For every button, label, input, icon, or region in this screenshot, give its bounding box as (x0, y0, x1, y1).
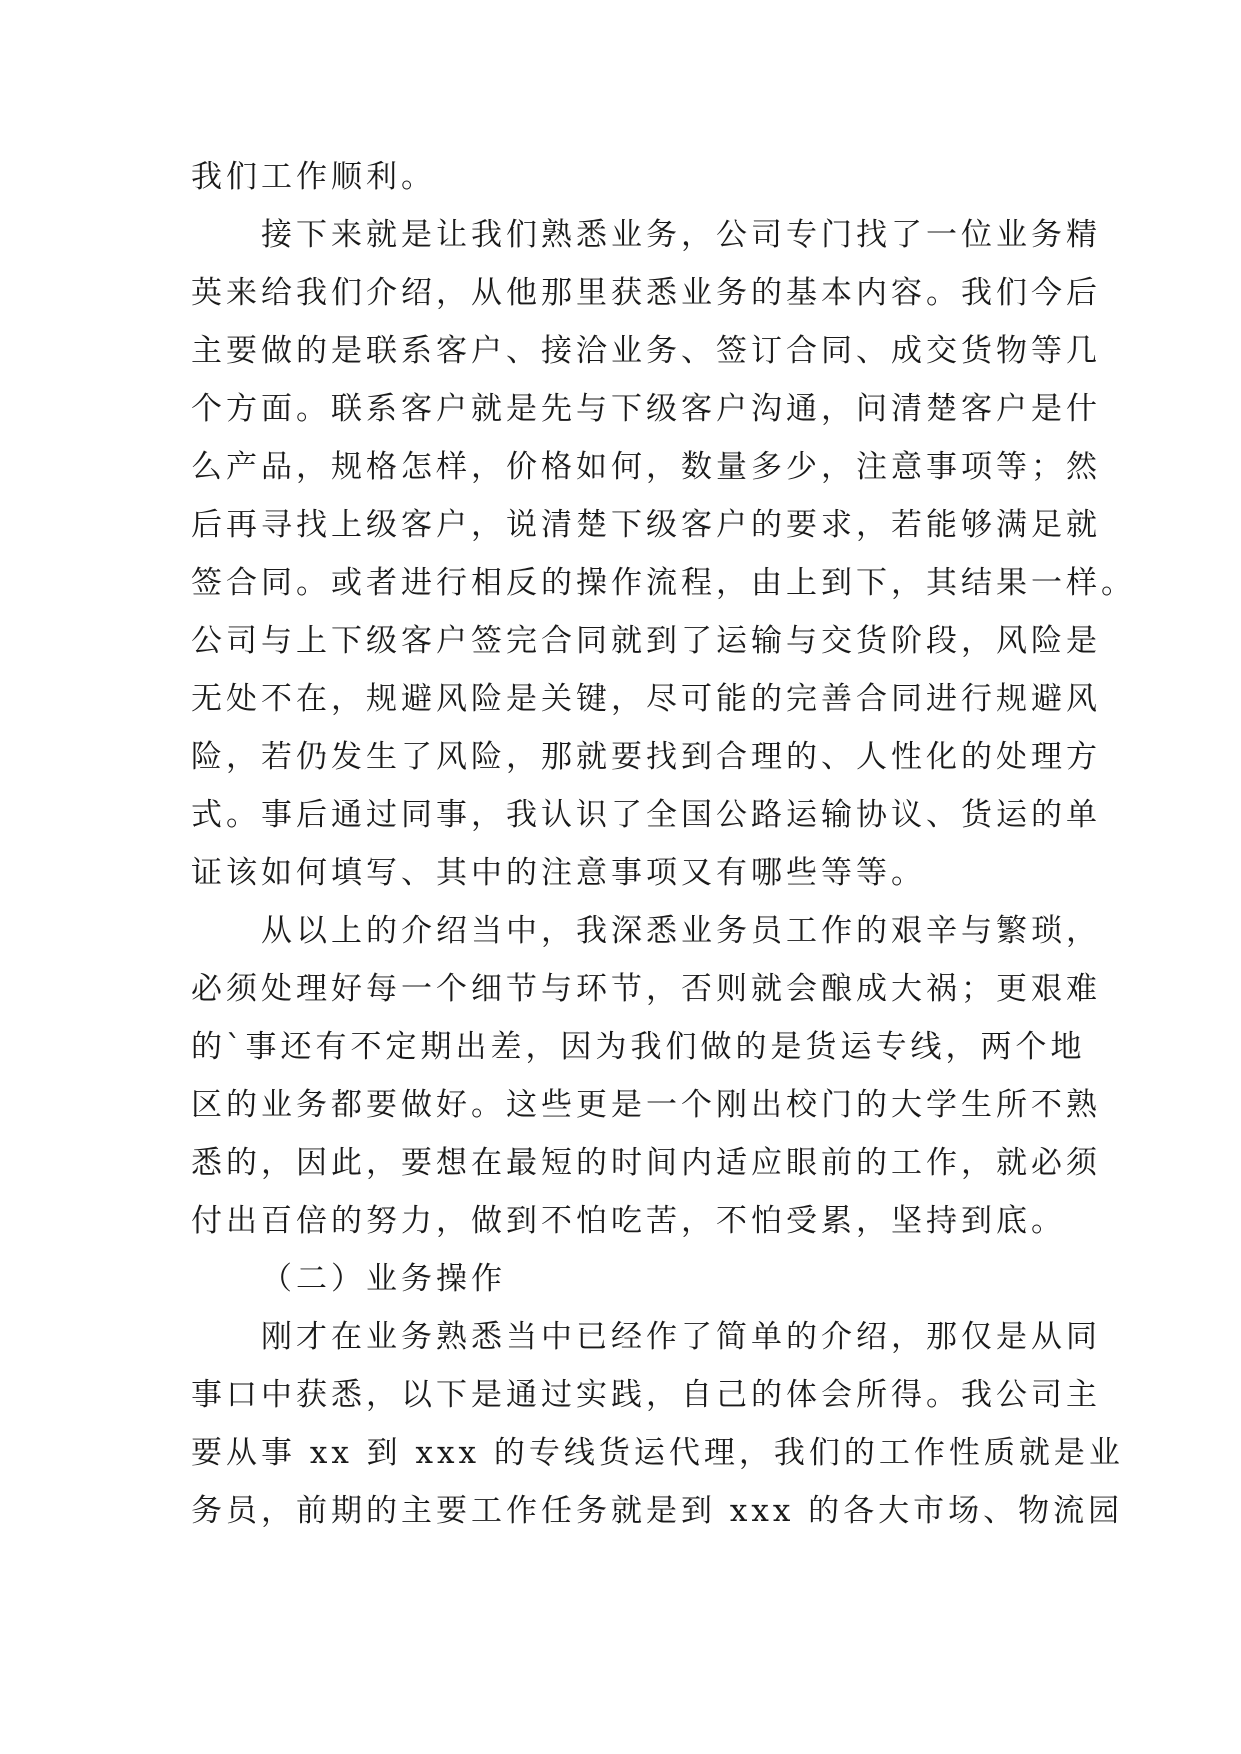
text-line: 无处不在，规避风险是关键，尽可能的完善合同进行规避风 (191, 681, 1101, 717)
section-heading: （二）业务操作 (261, 1261, 506, 1297)
text-line: 后再寻找上级客户，说清楚下级客户的要求，若能够满足就 (191, 507, 1101, 543)
text-line: 事口中获悉，以下是通过实践，自己的体会所得。我公司主 (191, 1377, 1101, 1413)
text-line: 证该如何填写、其中的注意事项又有哪些等等。 (191, 855, 926, 891)
text-line: 的`事还有不定期出差，因为我们做的是货运专线，两个地 (191, 1029, 1086, 1065)
text-line: 式。事后通过同事，我认识了全国公路运输协议、货运的单 (191, 797, 1101, 833)
text-line: 务员，前期的主要工作任务就是到 xxx 的各大市场、物流园 (191, 1493, 1124, 1529)
text-line: 主要做的是联系客户、接洽业务、签订合同、成交货物等几 (191, 333, 1101, 369)
text-line: 付出百倍的努力，做到不怕吃苦，不怕受累，坚持到底。 (191, 1203, 1066, 1239)
text-line: 必须处理好每一个细节与环节，否则就会酿成大祸；更艰难 (191, 971, 1101, 1007)
paragraph-start-line: 接下来就是让我们熟悉业务，公司专门找了一位业务精 (261, 217, 1101, 253)
text-line: 要从事 xx 到 xxx 的专线货运代理，我们的工作性质就是业 (191, 1435, 1124, 1471)
body-text (191, 148, 1136, 1540)
text-line: 公司与上下级客户签完合同就到了运输与交货阶段，风险是 (191, 623, 1101, 659)
text-line: 我们工作顺利。 (191, 159, 436, 195)
text-line: 险，若仍发生了风险，那就要找到合理的、人性化的处理方 (191, 739, 1101, 775)
text-line: 区的业务都要做好。这些更是一个刚出校门的大学生所不熟 (191, 1087, 1101, 1123)
text-line: 么产品，规格怎样，价格如何，数量多少，注意事项等；然 (191, 449, 1101, 485)
paragraph-start-line: 刚才在业务熟悉当中已经作了简单的介绍，那仅是从同 (261, 1319, 1101, 1355)
text-line: 签合同。或者进行相反的操作流程，由上到下，其结果一样。 (191, 565, 1136, 601)
text-line: 英来给我们介绍，从他那里获悉业务的基本内容。我们今后 (191, 275, 1101, 311)
paragraph-start-line: 从以上的介绍当中，我深悉业务员工作的艰辛与繁琐， (261, 913, 1101, 949)
text-line: 个方面。联系客户就是先与下级客户沟通，问清楚客户是什 (191, 391, 1101, 427)
text-line: 悉的，因此，要想在最短的时间内适应眼前的工作，就必须 (191, 1145, 1101, 1181)
